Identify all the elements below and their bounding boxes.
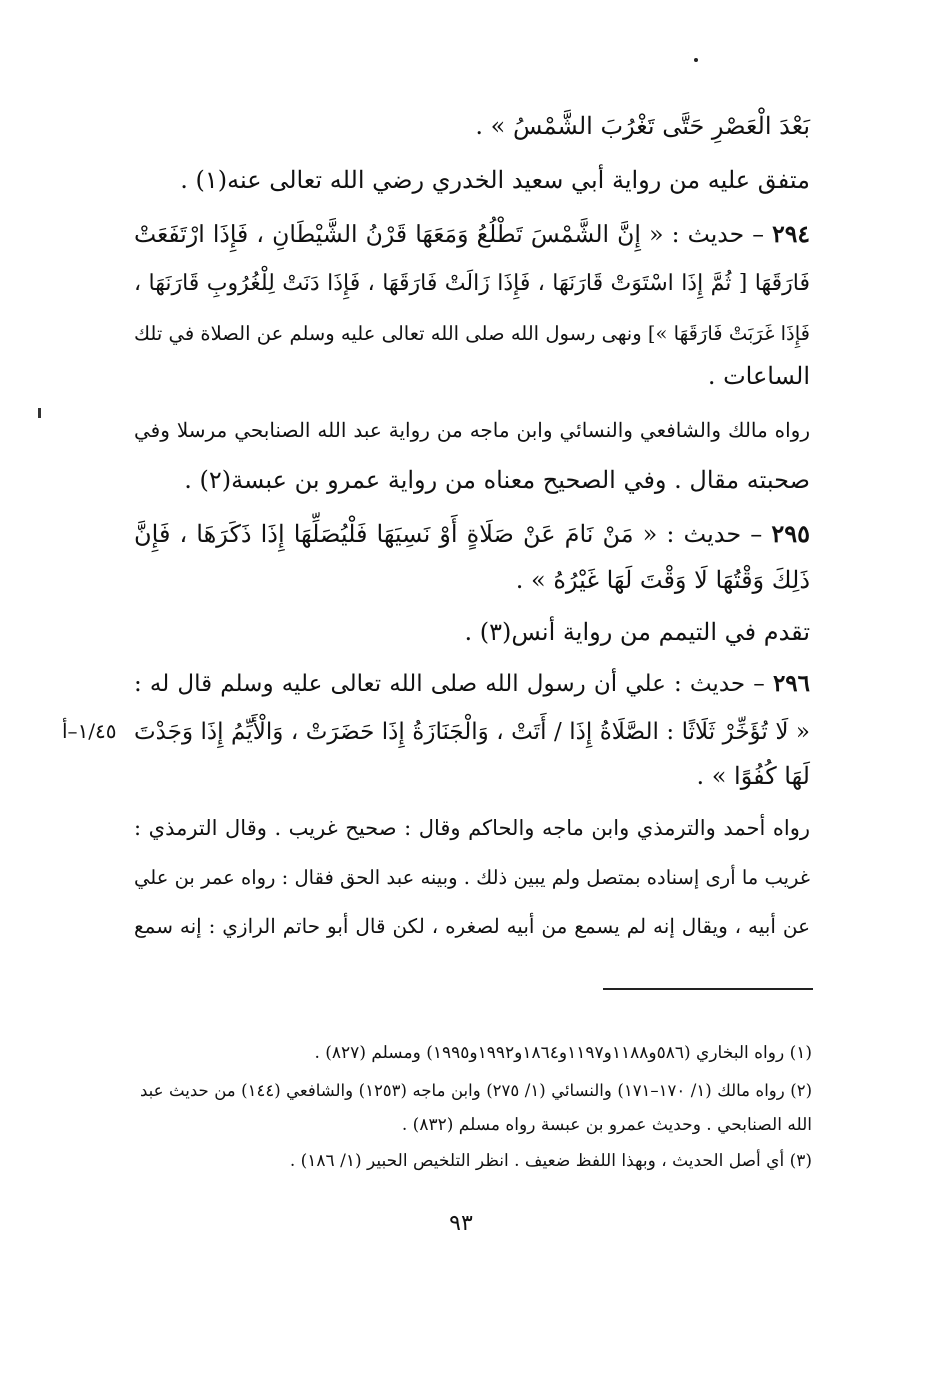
- hadith-number: ٢٩٤: [772, 220, 810, 248]
- text-line: فَارَقَهَا [ ثُمَّ إِذَا اسْتَوَتْ قَارَنَهَا ، فَإِذَا زَالَتْ فَارَقَهَا ، فَإِذَا دَنَتْ لِلْغُرُوبِ قَارَنَهَا ،: [134, 271, 810, 296]
- hadith-294-line: [134, 214, 810, 254]
- footnote-separator: [603, 988, 813, 990]
- text-line: تقدم في التيمم من رواية أنس(٣) .: [464, 618, 810, 646]
- text-line: غريب ما أرى إسناده بمتصل ولم يبين ذلك . وبينه عبد الحق فقال : رواه عمر بن علي: [134, 866, 810, 889]
- text-line: عن أبيه ، ويقال إنه لم يسمع من أبيه لصغره ، لكن قال أبو حاتم الرازي : إنه سمع: [134, 914, 810, 938]
- footnote: (٣) أي أصل الحديث ، وبهذا اللفظ ضعيف . انظر التلخيص الحبير (١/ ١٨٦) .: [289, 1151, 812, 1171]
- text-line: ذَلِكَ وَقْتُهَا لَا وَقْتَ لَهَا غَيْرُهُ » .: [515, 566, 810, 594]
- hadith-number: ٢٩٥: [771, 519, 810, 548]
- text-line: الساعات .: [707, 362, 810, 390]
- page-number: ٩٣: [449, 1211, 473, 1236]
- text-line: – حديث : علي أن رسول الله صلى الله تعالى عليه وسلم قال له :: [134, 671, 765, 697]
- text-line: بَعْدَ الْعَصْرِ حَتَّى تَغْرُبَ الشَّمْسُ » .: [475, 112, 810, 140]
- text-line: متفق عليه من رواية أبي سعيد الخدري رضي الله تعالى عنه(١) .: [180, 166, 810, 194]
- hadith-295-line: [134, 514, 810, 554]
- text-line: « لَا تُؤَخِّرْ ثَلَاثًا : الصَّلَاةُ إِذَا / أَتَتْ ، وَالْجَنَازَةُ إِذَا حَضَرَتْ ، وَالْأَيِّمُ إِذَا وَجَدْتَ: [134, 719, 810, 745]
- footnote: الله الصنابحي . وحديث عمرو بن عبسة رواه مسلم (٨٣٢) .: [401, 1115, 812, 1135]
- text-line: صحبته مقال . وفي الصحيح معناه من رواية عمرو بن عبسة(٢) .: [184, 466, 810, 494]
- text-line: رواه مالك والشافعي والنسائي وابن ماجه من رواية عبد الله الصنابحي مرسلا وفي: [134, 418, 810, 442]
- margin-mark: [38, 408, 41, 418]
- hadith-296-line: [134, 664, 810, 704]
- margin-note: ١/٤٥–أ: [62, 719, 117, 743]
- text-line: لَهَا كُفُوًا » .: [696, 762, 810, 790]
- text-line: فَإِذَا غَرَبَتْ فَارَقَهَا »] ونهى رسول الله صلى الله تعالى عليه وسلم عن الصلاة في تلك: [134, 322, 810, 345]
- text-line: رواه أحمد والترمذي وابن ماجه والحاكم وقال : صحيح غريب . وقال الترمذي :: [134, 816, 810, 840]
- footnote: (٢) رواه مالك (١/ ١٧٠–١٧١) والنسائي (١/ ٢٧٥) وابن ماجه (١٢٥٣) والشافعي (١٤٤) من حديث عبد: [140, 1081, 813, 1100]
- text-line: – حديث : « مَنْ نَامَ عَنْ صَلَاةٍ أَوْ نَسِيَهَا فَلْيُصَلِّهَا إِذَا ذَكَرَهَا ، فَإِنَّ: [134, 520, 763, 548]
- hadith-number: ٢٩٦: [772, 670, 810, 697]
- ink-dot: [694, 58, 698, 62]
- text-line: – حديث : « إِنَّ الشَّمْسَ تَطْلُعُ وَمَعَهَا قَرْنُ الشَّيْطَانِ ، فَإِذَا ارْتَفَعَتْ: [134, 220, 764, 248]
- footnote: (١) رواه البخاري (٥٨٦و١١٨٨و١١٩٧و١٨٦٤و١٩٩٢و١٩٩٥) ومسلم (٨٢٧) .: [314, 1043, 812, 1063]
